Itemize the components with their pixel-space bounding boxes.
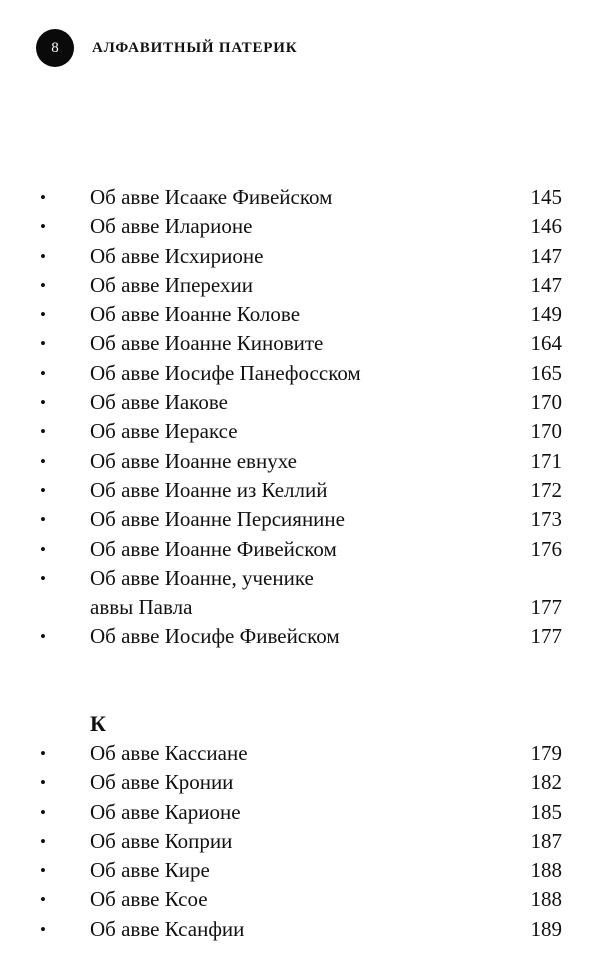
toc-entry[interactable] (0, 271, 600, 300)
bullet-icon: • (40, 510, 46, 530)
entry-page: 147 (530, 243, 562, 268)
page-number: 8 (51, 39, 59, 56)
running-title: АЛФАВИТНЫЙ ПАТЕРИК (92, 40, 298, 56)
entry-title: Об авве Иперехии (90, 272, 253, 297)
entry-title: Об авве Иераксе (90, 419, 238, 444)
entry-page: 189 (530, 916, 562, 941)
entry-page: 185 (530, 799, 562, 824)
toc-entry[interactable] (0, 329, 600, 358)
entry-page: 188 (530, 858, 562, 883)
toc-entry[interactable] (0, 535, 600, 564)
toc-entry[interactable] (0, 856, 600, 885)
entry-page: 147 (530, 272, 562, 297)
entry-page: 170 (530, 390, 562, 415)
bullet-icon: • (40, 451, 46, 471)
bullet-icon: • (40, 422, 46, 442)
entry-page: 172 (530, 477, 562, 502)
entry-title: Об авве Иларионе (90, 214, 253, 239)
toc-entry[interactable] (0, 212, 600, 241)
entry-title: Об авве Иоанне Фивейском (90, 536, 337, 561)
toc-entry[interactable] (0, 300, 600, 329)
section-heading-k: К (90, 711, 106, 736)
entry-title-line2: аввы Павла (90, 595, 193, 620)
toc-entry[interactable] (0, 242, 600, 271)
entry-title: Об авве Ксое (90, 887, 208, 912)
toc-entry[interactable] (0, 622, 600, 651)
bullet-icon: • (40, 831, 46, 851)
page-number-badge (36, 29, 74, 67)
toc-entry[interactable] (0, 476, 600, 505)
bullet-icon: • (40, 861, 46, 881)
toc-entry[interactable] (0, 739, 600, 768)
entry-title: Об авве Иоанне из Келлий (90, 477, 328, 502)
bullet-icon: • (40, 890, 46, 910)
bullet-icon: • (40, 919, 46, 939)
entry-title: Об авве Кире (90, 858, 210, 883)
toc-entry[interactable] (0, 768, 600, 797)
entry-title: Об авве Иоанне Персиянине (90, 507, 345, 532)
entry-title: Об авве Коприи (90, 828, 233, 853)
toc-entry[interactable] (0, 564, 600, 593)
entry-page: 176 (530, 536, 562, 561)
entry-title: Об авве Исхирионе (90, 243, 264, 268)
toc-entry[interactable] (0, 447, 600, 476)
entry-title: Об авве Иоанне Колове (90, 302, 301, 327)
toc-entry[interactable] (0, 798, 600, 827)
entry-page: 149 (530, 302, 562, 327)
toc-entry[interactable] (0, 827, 600, 856)
toc-entry[interactable] (0, 359, 600, 388)
bullet-icon: • (40, 539, 46, 559)
bullet-icon: • (40, 246, 46, 266)
entry-page: 179 (530, 741, 562, 765)
entry-page: 164 (530, 331, 562, 356)
entry-title: Об авве Иосифе Панефосском (90, 360, 361, 385)
entry-page: 165 (530, 360, 562, 385)
entry-title: Об авве Кронии (90, 770, 234, 795)
entry-title: Об авве Иакове (90, 390, 228, 415)
entry-page: 145 (530, 185, 562, 209)
entry-title: Об авве Иосифе Фивейском (90, 624, 340, 649)
bullet-icon: • (40, 393, 46, 413)
bullet-icon: • (40, 480, 46, 500)
toc-entry[interactable] (0, 183, 600, 212)
entry-page: 170 (530, 419, 562, 444)
entry-page: 173 (530, 507, 562, 532)
entry-page: 177 (530, 624, 562, 649)
toc-entry-continuation[interactable] (0, 593, 600, 622)
bullet-icon: • (40, 217, 46, 237)
toc-entry[interactable] (0, 885, 600, 914)
toc-entry[interactable] (0, 915, 600, 944)
toc-entry[interactable] (0, 417, 600, 446)
entry-title: Об авве Иоанне евнухе (90, 448, 298, 473)
entry-title: Об авве Исааке Фивейском (90, 185, 333, 209)
bullet-icon: • (40, 568, 46, 588)
entry-page: 188 (530, 887, 562, 912)
bullet-icon: • (40, 627, 46, 647)
bullet-icon: • (40, 773, 46, 793)
toc-section-k (0, 739, 600, 944)
entry-title: Об авве Карионе (90, 799, 241, 824)
toc-entry[interactable] (0, 388, 600, 417)
entry-page: 171 (530, 448, 562, 473)
entry-page: 187 (530, 828, 562, 853)
bullet-icon: • (40, 363, 46, 383)
toc-section-i (0, 183, 600, 652)
entry-title: Об авве Иоанне, ученике (90, 565, 314, 590)
bullet-icon: • (40, 188, 46, 207)
entry-page: 182 (530, 770, 562, 795)
toc-entry[interactable] (0, 505, 600, 534)
bullet-icon: • (40, 744, 46, 763)
entry-title: Об авве Кассиане (90, 741, 248, 765)
entry-page: 146 (530, 214, 562, 239)
entry-page: 177 (530, 595, 562, 620)
entry-title: Об авве Ксанфии (90, 916, 245, 941)
bullet-icon: • (40, 275, 46, 295)
entry-title: Об авве Иоанне Киновите (90, 331, 324, 356)
bullet-icon: • (40, 334, 46, 354)
bullet-icon: • (40, 802, 46, 822)
bullet-icon: • (40, 305, 46, 325)
